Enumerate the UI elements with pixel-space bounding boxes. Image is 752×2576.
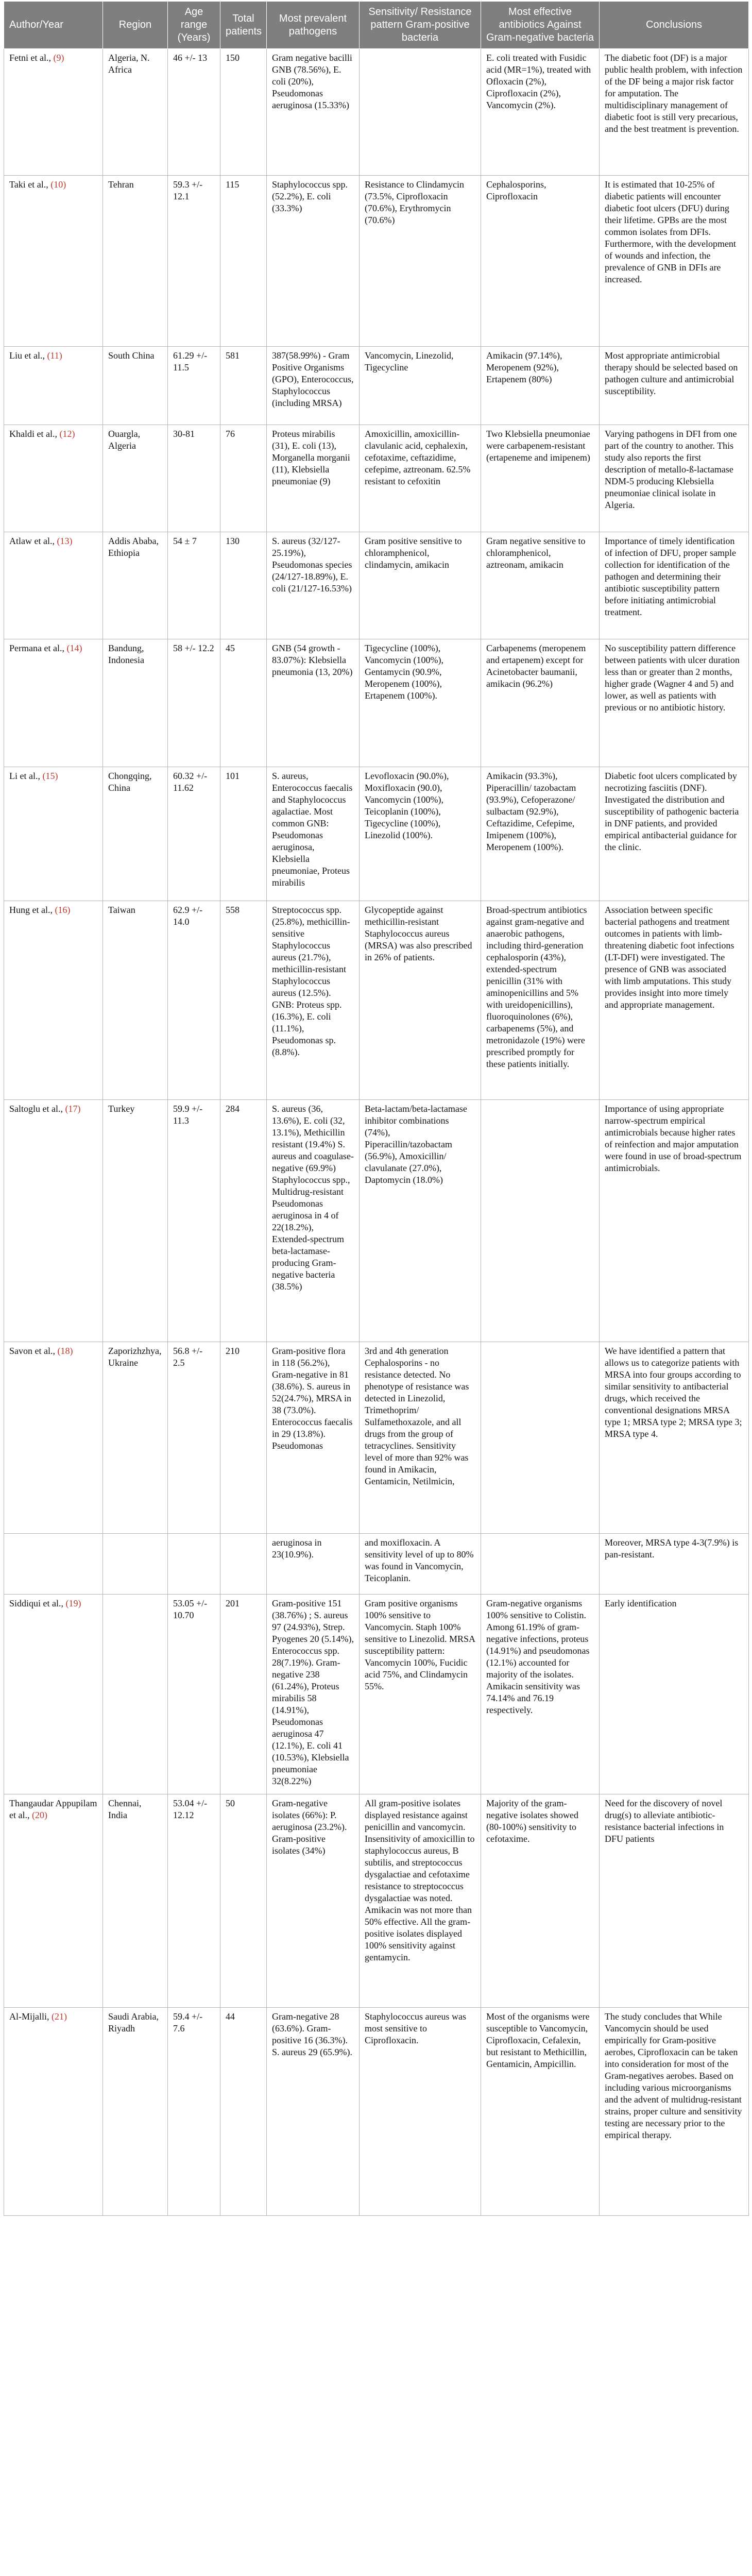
reference-link[interactable]: (21) — [52, 2011, 67, 2022]
cell-antibiotics: Amikacin (97.14%), Meropenem (92%), Ertapenem (80%) — [481, 347, 600, 425]
header-author: Author/Year — [4, 2, 103, 49]
cell-author: Siddiqui et al., (19) — [4, 1595, 103, 1794]
cell-author: Permana et al., (14) — [4, 639, 103, 767]
cell-sensitivity: Levofloxacin (90.0%), Moxifloxacin (90.0), Vancomycin (100%), Teicoplanin (100%), Tigecycline (100%), Linezolid (100%). — [360, 767, 481, 901]
table-row — [4, 2008, 749, 2216]
cell-pathogens: S. aureus (32/127-25.19%), Pseudomonas species (24/127-18.89%), E. coli (21/127-16.53%) — [267, 532, 360, 639]
cell-sensitivity: Resistance to Clindamycin (73.5%, Ciprofloxacin (70.6%), Erythromycin (70.6%) — [360, 176, 481, 347]
cell-region: Taiwan — [103, 901, 168, 1100]
cell-pathogens: S. aureus, Enterococcus faecalis and Staphylococcus agalactiae. Most common GNB: Pseudomonas aeruginosa, Klebsiella pneumoniae, Proteus mirabilis — [267, 767, 360, 901]
cell-region: Chennai, India — [103, 1794, 168, 2008]
cell-region: Algeria, N. Africa — [103, 49, 168, 176]
cell-author: Liu et al., (11) — [4, 347, 103, 425]
table-row — [4, 425, 749, 532]
cell-region: South China — [103, 347, 168, 425]
cell-conclusions: Moreover, MRSA type 4-3(7.9%) is pan-resistant. — [600, 1534, 749, 1595]
reference-link[interactable]: (18) — [57, 1346, 73, 1356]
cell-antibiotics: Majority of the gram-negative isolates showed (80-100%) sensitivity to cefotaxime. — [481, 1794, 600, 2008]
cell-pathogens: Proteus mirabilis (31), E. coli (13), Morganella morganii (11), Klebsiella pneumoniae (9) — [267, 425, 360, 532]
cell-sensitivity: Gram positive sensitive to chloramphenicol, clindamycin, amikacin — [360, 532, 481, 639]
cell-conclusions: The study concludes that While Vancomycin should be used empirically for Gram-positive aerobes, Ciprofloxacin can be taken into consideration for most of the Gram-negatives aerobes. Based on including various microorganisms and the advent of multidrug-resistant strains, proper culture and sensitivity testing are necessary prior to the empirical therapy. — [600, 2008, 749, 2216]
cell-pathogens: Gram-negative isolates (66%): P. aeruginosa (23.2%). Gram-positive isolates (34%) — [267, 1794, 360, 2008]
cell-conclusions: Association between specific bacterial pathogens and treatment outcomes in patients with limb-threatening diabetic foot infections (LT-DFI) were investigated. The presence of GNB was associated with limb amputations. This study provides insight into more timely and appropriate management. — [600, 901, 749, 1100]
cell-sensitivity: Glycopeptide against methicillin-resistant Staphylococcus aureus (MRSA) was also prescribed in 26% of patients. — [360, 901, 481, 1100]
cell-conclusions: Need for the discovery of novel drug(s) to alleviate antibiotic-resistance bacterial infections in DFU patients — [600, 1794, 749, 2008]
cell-pathogens: GNB (54 growth - 83.07%): Klebsiella pneumonia (13, 20%) — [267, 639, 360, 767]
cell-conclusions: Importance of using appropriate narrow-spectrum empirical antimicrobials because higher rates of reinfection and major amputation were found in use of broad-spectrum antimicrobials. — [600, 1100, 749, 1342]
cell-conclusions: No susceptibility pattern difference between patients with ulcer duration less than or greater than 2 months, higher grade (Wagner 4 and 5) and lower, as well as patients with previous or no antibiotic history. — [600, 639, 749, 767]
cell-antibiotics — [481, 1534, 600, 1595]
cell-author: Khaldi et al., (12) — [4, 425, 103, 532]
cell-pathogens: Gram negative bacilli GNB (78.56%), E. coli (20%), Pseudomonas aeruginosa (15.33%) — [267, 49, 360, 176]
cell-antibiotics: E. coli treated with Fusidic acid (MR=1%), treated with Ofloxacin (2%), Ciprofloxacin (2%), Vancomycin (2%). — [481, 49, 600, 176]
cell-age: 30-81 — [168, 425, 220, 532]
reference-link[interactable]: (13) — [57, 536, 73, 546]
cell-region: Addis Ababa, Ethiopia — [103, 532, 168, 639]
cell-antibiotics: Amikacin (93.3%), Piperacillin/ tazobactam (93.9%), Cefoperazone/ sulbactam (92.9%), Ceftazidime, Cefepime, Imipenem (100%), Meropenem (100%). — [481, 767, 600, 901]
cell-antibiotics — [481, 1100, 600, 1342]
cell-author: Thangaudar Appupilam et al., (20) — [4, 1794, 103, 2008]
cell-author: Fetni et al., (9) — [4, 49, 103, 176]
cell-total: 210 — [220, 1342, 267, 1534]
reference-link[interactable]: (19) — [65, 1598, 81, 1608]
table-row — [4, 49, 749, 176]
cell-total: 115 — [220, 176, 267, 347]
cell-region: Saudi Arabia, Riyadh — [103, 2008, 168, 2216]
cell-conclusions: It is estimated that 10-25% of diabetic patients will encounter diabetic foot ulcers (DFU) during their lifetime. GPBs are the most common isolates from DFIs. Furthermore, with the development of wounds and infection, the prevalence of GNB in DFIs are increased. — [600, 176, 749, 347]
reference-link[interactable]: (16) — [55, 905, 71, 915]
cell-total: 50 — [220, 1794, 267, 2008]
table-row — [4, 1794, 749, 2008]
header-age: Age range (Years) — [168, 2, 220, 49]
cell-total — [220, 1534, 267, 1595]
cell-total: 284 — [220, 1100, 267, 1342]
cell-age — [168, 1534, 220, 1595]
cell-author: Taki et al., (10) — [4, 176, 103, 347]
cell-sensitivity: Gram positive organisms 100% sensitive to Vancomycin. Staph 100% sensitive to Linezolid. MRSA susceptibility pattern: Vancomycin 100%, Fucidic acid 75%, and Clindamycin 55%. — [360, 1595, 481, 1794]
cell-antibiotics: Gram-negative organisms 100% sensitive to Colistin. Among 61.19% of gram-negative infections, proteus (14.91%) and pseudomonas (12.1%) accounted for majority of the isolates. Amikacin sensitivity was 74.14% and 76.19 respectively. — [481, 1595, 600, 1794]
reference-link[interactable]: (14) — [66, 643, 82, 653]
cell-total: 101 — [220, 767, 267, 901]
cell-total: 201 — [220, 1595, 267, 1794]
cell-region — [103, 1595, 168, 1794]
cell-pathogens: Gram-negative 28 (63.6%). Gram-positive 16 (36.3%). S. aureus 29 (65.9%). — [267, 2008, 360, 2216]
reference-link[interactable]: (9) — [53, 53, 64, 63]
cell-pathogens: S. aureus (36, 13.6%), E. coli (32, 13.1%), Methicillin resistant (19.4%) S. aureus and coagulase-negative (69.9%) Staphylococcus spp., Multidrug-resistant Pseudomonas aeruginosa in 4 of 22(18.2%), Extended-spectrum beta-lactamase-producing Gram-negative bacteria (38.5%) — [267, 1100, 360, 1342]
cell-author: Saltoglu et al., (17) — [4, 1100, 103, 1342]
cell-region: Bandung, Indonesia — [103, 639, 168, 767]
cell-region: Ouargla, Algeria — [103, 425, 168, 532]
studies-table — [4, 1, 749, 2216]
cell-age: 54 ± 7 — [168, 532, 220, 639]
table-row — [4, 767, 749, 901]
cell-age: 56.8 +/- 2.5 — [168, 1342, 220, 1534]
cell-conclusions: Diabetic foot ulcers complicated by necrotizing fasciitis (DNF). Investigated the distribution and susceptibility of pathogenic bacteria in DNF patients, and provided empirical antibacterial guidance for the clinic. — [600, 767, 749, 901]
cell-age: 60.32 +/- 11.62 — [168, 767, 220, 901]
cell-total: 581 — [220, 347, 267, 425]
table-header-row — [4, 2, 749, 49]
cell-conclusions: Most appropriate antimicrobial therapy should be selected based on pathogen culture and antimicrobial susceptibility. — [600, 347, 749, 425]
cell-age: 58 +/- 12.2 — [168, 639, 220, 767]
cell-age: 53.05 +/- 10.70 — [168, 1595, 220, 1794]
table-row — [4, 176, 749, 347]
cell-antibiotics: Carbapenems (meropenem and ertapenem) except for Acinetobacter baumanii, amikacin (96.2%) — [481, 639, 600, 767]
cell-antibiotics: Cephalosporins, Ciprofloxacin — [481, 176, 600, 347]
table-row — [4, 1342, 749, 1534]
cell-sensitivity: and moxifloxacin. A sensitivity level of up to 80% was found in Vancomycin, Teicoplanin. — [360, 1534, 481, 1595]
table-row — [4, 1534, 749, 1595]
cell-antibiotics: Broad-spectrum antibiotics against gram-negative and anaerobic pathogens, including third-generation cephalosporin (43%), extended-spectrum penicillin (31% with aminopenicillins and 5% with ureidopenicillins), fluoroquinolones (6%), carbapenems (5%), and metronidazole (19%) were prescribed promptly for these patients initially. — [481, 901, 600, 1100]
cell-antibiotics: Most of the organisms were susceptible to Vancomycin, Ciprofloxacin, Cefalexin, but resistant to Methicillin, Gentamicin, Ampicillin. — [481, 2008, 600, 2216]
cell-pathogens: Staphylococcus spp. (52.2%), E. coli (33.3%) — [267, 176, 360, 347]
cell-age: 46 +/- 13 — [168, 49, 220, 176]
table-body — [4, 49, 749, 2216]
cell-sensitivity: Tigecycline (100%), Vancomycin (100%), Gentamycin (90.9%, Meropenem (100%), Ertapenem (100%). — [360, 639, 481, 767]
cell-pathogens: Streptococcus spp. (25.8%), methicillin-sensitive Staphylococcus aureus (21.7%), methicillin-resistant Staphylococcus aureus (12.5%). GNB: Proteus spp. (16.3%), E. coli (11.1%), Pseudomonas sp. (8.8%). — [267, 901, 360, 1100]
cell-age: 62.9 +/- 14.0 — [168, 901, 220, 1100]
cell-total: 44 — [220, 2008, 267, 2216]
reference-link[interactable]: (20) — [31, 1810, 47, 1820]
cell-author: Savon et al., (18) — [4, 1342, 103, 1534]
cell-author: Al-Mijalli, (21) — [4, 2008, 103, 2216]
cell-author: Atlaw et al., (13) — [4, 532, 103, 639]
reference-link[interactable]: (11) — [47, 350, 62, 361]
cell-age: 53.04 +/- 12.12 — [168, 1794, 220, 2008]
header-total: Total patients — [220, 2, 267, 49]
reference-link[interactable]: (12) — [59, 429, 75, 439]
cell-author: Li et al., (15) — [4, 767, 103, 901]
table-row — [4, 347, 749, 425]
cell-age: 61.29 +/- 11.5 — [168, 347, 220, 425]
header-sensitivity: Sensitivity/ Resistance pattern Gram-positive bacteria — [360, 2, 481, 49]
reference-link[interactable]: (10) — [50, 179, 66, 190]
reference-link[interactable]: (15) — [42, 771, 58, 781]
cell-pathogens: 387(58.99%) - Gram Positive Organisms (GPO), Enterococcus, Staphylococcus (including MRSA) — [267, 347, 360, 425]
table-row — [4, 1100, 749, 1342]
cell-antibiotics: Two Klebsiella pneumoniae were carbapenem-resistant (ertapeneme and imipenem) — [481, 425, 600, 532]
cell-sensitivity: Staphylococcus aureus was most sensitive to Ciprofloxacin. — [360, 2008, 481, 2216]
cell-conclusions: The diabetic foot (DF) is a major public health problem, with infection of the DF being a major risk factor for amputation. The multidisciplinary management of diabetic foot is still very precarious, and the best treatment is prevention. — [600, 49, 749, 176]
cell-region — [103, 1534, 168, 1595]
table-row — [4, 1595, 749, 1794]
cell-sensitivity: Amoxicillin, amoxicillin-clavulanic acid, cephalexin, cefotaxime, ceftazidime, cefepime, aztreonam. 62.5% resistant to cefoxitin — [360, 425, 481, 532]
reference-link[interactable]: (17) — [65, 1104, 81, 1114]
header-conclusions: Conclusions — [600, 2, 749, 49]
cell-conclusions: Importance of timely identification of infection of DFU, proper sample collection for identification of the pathogen and determining their antibiotic susceptibility pattern before initiating antimicrobial treatment. — [600, 532, 749, 639]
cell-sensitivity: Beta-lactam/beta-lactamase inhibitor combinations (74%), Piperacillin/tazobactam (56.9%), Amoxicillin/ clavulanate (27.0%), Daptomycin (18.0%) — [360, 1100, 481, 1342]
cell-total: 150 — [220, 49, 267, 176]
cell-pathogens: Gram-positive flora in 118 (56.2%), Gram-negative in 81 (38.6%). S. aureus in 52(24.7%), MRSA in 38 (73.0%). Enterococcus faecalis in 29 (13.8%). Pseudomonas — [267, 1342, 360, 1534]
cell-conclusions: Varying pathogens in DFI from one part of the country to another. This study also reports the first description of metallo-ß-lactamase NDM-5 producing Klebsiella pneumoniae clinical isolate in Algeria. — [600, 425, 749, 532]
cell-pathogens: aeruginosa in 23(10.9%). — [267, 1534, 360, 1595]
header-region: Region — [103, 2, 168, 49]
cell-region: Chongqing, China — [103, 767, 168, 901]
cell-sensitivity: Vancomycin, Linezolid, Tigecycline — [360, 347, 481, 425]
cell-region: Tehran — [103, 176, 168, 347]
cell-sensitivity: All gram-positive isolates displayed resistance against penicillin and vancomycin. Insensitivity of amoxicillin to staphylococcus aureus, B subtilis, and streptococcus dysgalactiae and cefotaxime resistance to streptococcus dysgalactiae was noted. Amikacin was not more than 50% effective. All the gram-positive isolates displayed 100% sensitivity against gentamycin. — [360, 1794, 481, 2008]
cell-total: 130 — [220, 532, 267, 639]
header-pathogens: Most prevalent pathogens — [267, 2, 360, 49]
cell-conclusions: Early identification — [600, 1595, 749, 1794]
cell-total: 45 — [220, 639, 267, 767]
cell-region: Zaporizhzhya, Ukraine — [103, 1342, 168, 1534]
header-antibiotics: Most effective antibiotics Against Gram-negative bacteria — [481, 2, 600, 49]
cell-antibiotics — [481, 1342, 600, 1534]
table-row — [4, 532, 749, 639]
cell-region: Turkey — [103, 1100, 168, 1342]
cell-antibiotics: Gram negative sensitive to chloramphenicol, aztreonam, amikacin — [481, 532, 600, 639]
cell-conclusions: We have identified a pattern that allows us to categorize patients with MRSA into four groups according to similar sensitivity to antibacterial drugs, which received the conventional designations MRSA type 1; MRSA type 2; MRSA type 3; MRSA type 4. — [600, 1342, 749, 1534]
cell-pathogens: Gram-positive 151 (38.76%) ; S. aureus 97 (24.93%), Strep. Pyogenes 20 (5.14%), Enterococcus spp. 28(7.19%). Gram-negative 238 (61.24%), Proteus mirabilis 58 (14.91%), Pseudomonas aeruginosa 47 (12.1%), E. coli 41 (10.53%), Klebsiella pneumoniae 32(8.22%) — [267, 1595, 360, 1794]
cell-sensitivity — [360, 49, 481, 176]
cell-author: Hung et al., (16) — [4, 901, 103, 1100]
cell-author — [4, 1534, 103, 1595]
cell-age: 59.9 +/- 11.3 — [168, 1100, 220, 1342]
cell-age: 59.4 +/- 7.6 — [168, 2008, 220, 2216]
cell-age: 59.3 +/- 12.1 — [168, 176, 220, 347]
table-row — [4, 901, 749, 1100]
cell-total: 76 — [220, 425, 267, 532]
table-row — [4, 639, 749, 767]
cell-sensitivity: 3rd and 4th generation Cephalosporins - no resistance detected. No phenotype of resistance was detected in Linezolid, Trimethoprim/ Sulfamethoxazole, and all drugs from the group of tetracyclines. Sensitivity level of more than 92% was found in Amikacin, Gentamicin, Netilmicin, — [360, 1342, 481, 1534]
cell-total: 558 — [220, 901, 267, 1100]
